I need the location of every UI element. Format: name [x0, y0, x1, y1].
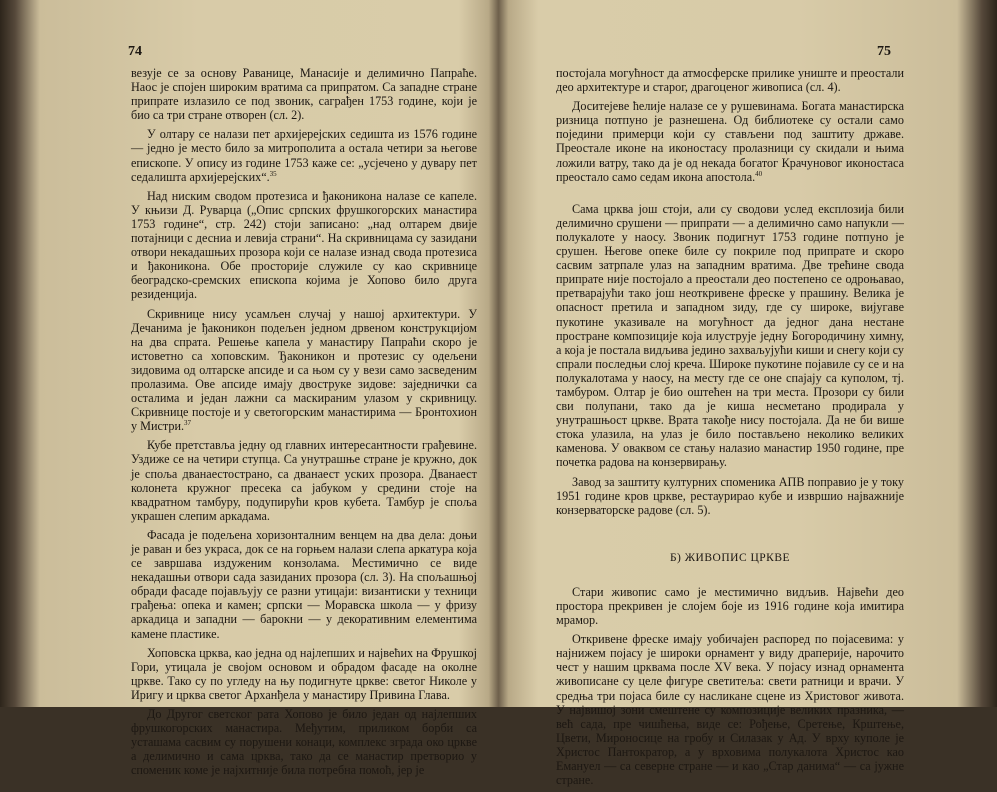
paragraph: Над ниским сводом протезиса и ђаконикона налазе се капеле. У књизи Д. Руварца („Опис српских фрушкогорских манастира 1753 године“, стр. 242) стоји записано: „над олтарем двије потајници с десниа и левија страни“. На скривницама су зазидани отвори некадашњих прозора који се налазе изнад свода протезиса и ђаконикона. Обе просторије служиле су као скривнице београдско-сремских епископа којима је Хопово било друга резиденција.: [131, 188, 477, 302]
paragraph: Скривнице нису усамљен случај у нашој архитектури. У Дечанима је ђаконикон подељен једном дрвеном конструкцијом на два спрата. Решење капела у манастиру Папраћи скоро је истоветно са хоповским. Ђаконикон и протезис су одељени зидовима од олтарске апсиде и са њом су у вези само засведеним пролазима. Ове апсиде имају двоструке зидове: заједнички са осталима и један лажни са маскираним улазом у скривницу. Скривнице постоје и у светогорским манастирима — Бронтохион у Мистри.$^{37}$: [131, 306, 477, 434]
paragraph: Стари живопис само је местимично видљив. Највећи део простора прекривен је слојем боје из 1916 године која имитира мрамор.: [556, 584, 904, 628]
section-heading: Б) ЖИВОПИС ЦРКВЕ: [669, 551, 791, 564]
page-number: 75: [877, 44, 891, 59]
footnote-ref: 40: [755, 169, 763, 178]
footnote-ref: 37: [184, 419, 192, 428]
right-page: [499, 0, 997, 788]
footnote-ref: 35: [269, 169, 277, 178]
right-page-body: [556, 66, 904, 792]
page-number: 74: [128, 44, 142, 59]
paragraph: Кубе претставља једну од главних интересантности грађевине. Уздиже се на четири ступца. Са унутрашње стране је кружно, док је споља дванаестострано, са дванаест уских прозора. Дванаест колонета кружног пресека са јабуком у средини стоје на квадратном тамбуру, подупирући кров кубета. Тамбур је споља украшен слепим аркадама.: [131, 438, 477, 523]
paragraph: Хоповска црква, као једна од најлепших и највећих на Фрушкој Гори, утицала је својом основом и обрадом фасаде на околне цркве. Тако су по угледу на њу подигнуте цркве: светог Николе у Иригу и црква светог Арханђела у манастиру Привина Глава.: [131, 645, 477, 702]
paragraph: Сама црква још стоји, али су сводови услед експлозија били делимично срушени — припрати — а делимично само напукли — полукалоте у наосу. Звоник подигнут 1753 године потпуно је срушен. Његове опеке биле су покриле под припрате и скоро сасвим затрпале улаз на западним вратима. Две трећине свода припрате није постојало а преостали део постепено се одроњавао, претварајући тако још неоткривене фреске у прашину. Велика је опасност претила и западном зиду, где су широке, вијугаве пукотине указивале на могућност да једног дана нестане простране композиције која илуструје једну Богородичину химну, а која је постала видљива једино захваљујући киши и снегу који су спрали последњи слој креча. Широке пукотине појавиле су се и на полукалотама у наосу, на месту где се оне спајају са куполом, тј. тамбуром. Олтар је био оштећен на три места. Прозори су били сви полупани, тако да је киша несметано продирала у унутрашњост цркве. Врата такође нису постојала. Да не би више стока улазила, на улаз је било постављено неколико великих каменова. У оваквом се стању налазио манастир 1950 године, пре почетка радова на конзервирању.: [556, 201, 904, 470]
paragraph: везује се за основу Раванице, Манасије и делимично Папраће. Наос је спојен широким вратима са припратом. Са западне стране припрате излазило се под звоник, саграђен 1753 године, који је био са три стране отворен (сл. 2).: [131, 66, 477, 123]
paragraph: До Другог светског рата Хопово је било један од најлепших фрушкогорских манастира. Међутим, приликом борби са усташама сасвим су порушени конаци, комплекс зграда око цркве а делимично и сама црква, тако да се манастир претворио у споменик коме је најхитније била потребна помоћ, јер је: [131, 707, 477, 778]
paragraph: Откривене фреске имају уобичајен распоред по појасевима: у најнижем појасу је широки орнамент у виду драперије, нарочито чест у нашим црквама после XV века. У појасу изнад орнамента живописане су целе фигуре светитеља: свети ратници и врачи. У средња три појаса биле су насликане сцене из Христовог живота. У највишој зони смештене су композиције великих празника, — већ сада, пре чишћења, виде се: Рођење, Сретење, Крштење, Цвети, Мироносице на гробу и Силазак у Ад. У врху куполе је Христос Пантократор, а у врховима полукалота Христос као Емануел — са северне стране — и као „Стар данима“ — са јужне стране.: [556, 632, 904, 788]
paragraph: постојала могућност да атмосферске прилике униште и преостали део архитектуре и старог, драгоценог живописа (сл. 4).: [556, 66, 904, 95]
paragraph: Завод за заштиту културних споменика АПВ поправио је у току 1951 године кров цркве, рестаурирао кубе и извршио најважније конзерваторске радове (сл. 5).: [556, 474, 904, 517]
paragraph: У олтару се налази пет архијерејских седишта из 1576 године — једно је место било за митрополита а остала четири за његове епископе. У опису из године 1753 каже се: „усјечено у дувару пет седалишта архијерејских“.$^{35}$: [131, 127, 477, 184]
left-page-body: [131, 66, 477, 783]
paragraph: Фасада је подељена хоризонталним венцем на два дела: доњи је раван и без украса, док се на горњем налази слепа аркатура која се завршава издуженим конзолама. Местимично се виде некадашњи отвори сада зазиданих прозора (сл. 3). На спољашњој обради фасаде појављују се разни утицаји: византиски у техници грађења: опека и камен; српски — Моравска школа — у фризу аркадица и западни — барокни — у декоративним елементима камене пластике.: [131, 527, 477, 641]
left-page: [0, 0, 498, 778]
paragraph: Доситејеве ћелије налазе се у рушевинама. Богата манастирска ризница потпуно је разнешена. Од библиотеке су остали само поједини примерци који су стављени под заштиту државе. Преостале иконе на иконостасу пролазници су скидали и њима ложили ватру, тако да је од некада богатог Крачуновог иконостаса преостало само седам икона апостола.$^{40}$: [556, 99, 904, 184]
